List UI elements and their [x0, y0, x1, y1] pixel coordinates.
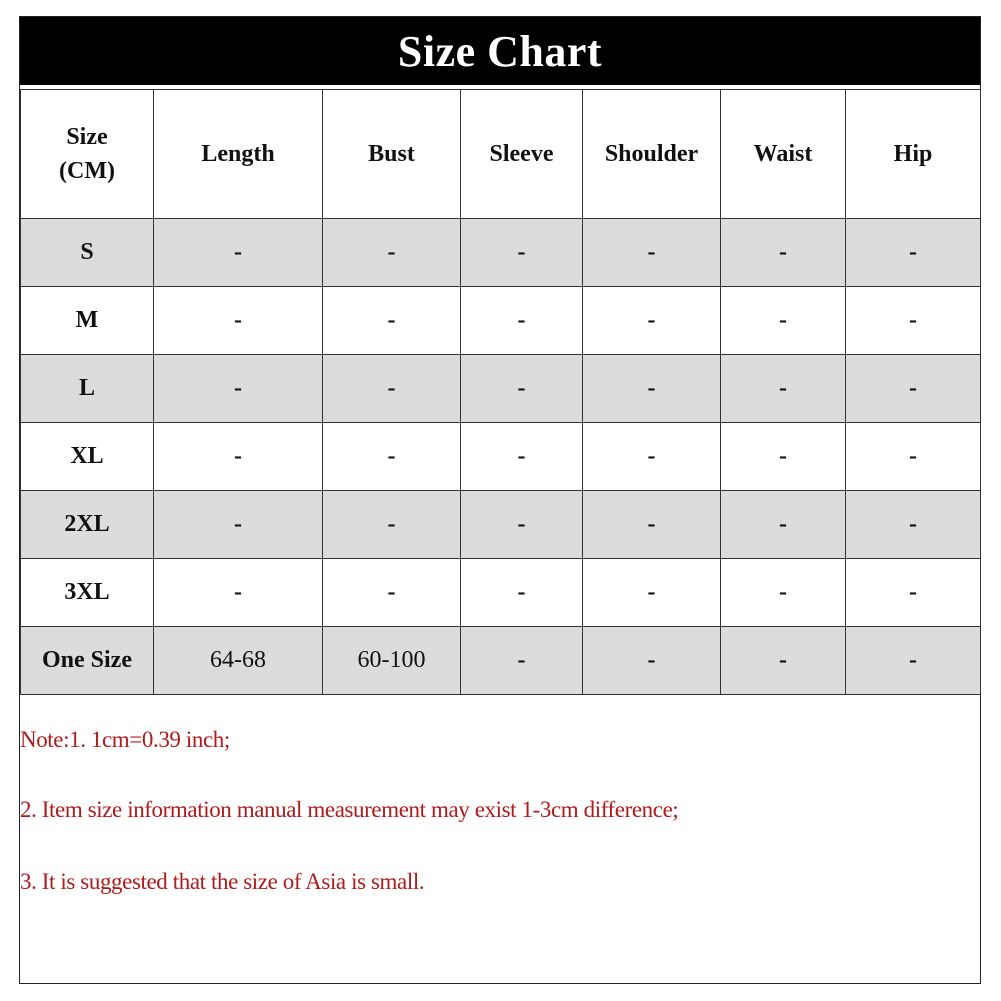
- length-cell: -: [154, 287, 323, 355]
- sleeve-cell: -: [461, 423, 583, 491]
- size-chart-frame: [19, 16, 981, 984]
- size-cell: XL: [21, 423, 154, 491]
- sleeve-cell: -: [461, 559, 583, 627]
- shoulder-cell: -: [583, 559, 721, 627]
- waist-cell: -: [721, 491, 846, 559]
- column-header-hip: Hip: [846, 90, 981, 219]
- sleeve-cell: -: [461, 287, 583, 355]
- length-cell: -: [154, 491, 323, 559]
- waist-cell: -: [721, 559, 846, 627]
- waist-cell: -: [721, 627, 846, 695]
- size-column-header: [21, 90, 154, 219]
- note-item: 2. Item size information manual measurement may exist 1-3cm difference;: [20, 797, 679, 822]
- hip-cell: -: [846, 627, 981, 695]
- hip-cell: -: [846, 355, 981, 423]
- column-header-shoulder: Shoulder: [583, 90, 721, 219]
- sleeve-cell: -: [461, 491, 583, 559]
- table-row: [21, 491, 981, 559]
- hip-cell: -: [846, 559, 981, 627]
- shoulder-cell: -: [583, 627, 721, 695]
- waist-cell: -: [721, 287, 846, 355]
- bust-cell: 60-100: [323, 627, 461, 695]
- shoulder-cell: -: [583, 355, 721, 423]
- size-cell: One Size: [21, 627, 154, 695]
- bust-cell: -: [323, 559, 461, 627]
- waist-cell: -: [721, 423, 846, 491]
- table-row: [21, 219, 981, 287]
- table-row: [21, 559, 981, 627]
- size-cell: S: [21, 219, 154, 287]
- size-cell: M: [21, 287, 154, 355]
- note-item: 3. It is suggested that the size of Asia is small.: [20, 869, 425, 894]
- size-header-label: Size: [66, 124, 108, 150]
- sleeve-cell: -: [461, 219, 583, 287]
- sleeve-cell: -: [461, 355, 583, 423]
- size-cell: L: [21, 355, 154, 423]
- note-item: Note:1. 1cm=0.39 inch;: [20, 727, 230, 752]
- table-header-row: [21, 90, 981, 219]
- length-cell: -: [154, 219, 323, 287]
- table-row: [21, 355, 981, 423]
- bust-cell: -: [323, 423, 461, 491]
- length-cell: -: [154, 559, 323, 627]
- size-header-unit: (CM): [59, 158, 115, 184]
- length-cell: -: [154, 423, 323, 491]
- column-header-waist: Waist: [721, 90, 846, 219]
- waist-cell: -: [721, 355, 846, 423]
- column-header-sleeve: Sleeve: [461, 90, 583, 219]
- bust-cell: -: [323, 355, 461, 423]
- size-cell: 2XL: [21, 491, 154, 559]
- size-cell: 3XL: [21, 559, 154, 627]
- size-chart-title: Size Chart: [20, 17, 980, 85]
- table-row: [21, 287, 981, 355]
- shoulder-cell: -: [583, 423, 721, 491]
- hip-cell: -: [846, 287, 981, 355]
- hip-cell: -: [846, 491, 981, 559]
- shoulder-cell: -: [583, 219, 721, 287]
- hip-cell: -: [846, 219, 981, 287]
- shoulder-cell: -: [583, 287, 721, 355]
- sleeve-cell: -: [461, 627, 583, 695]
- shoulder-cell: -: [583, 491, 721, 559]
- column-header-length: Length: [154, 90, 323, 219]
- bust-cell: -: [323, 491, 461, 559]
- column-header-bust: Bust: [323, 90, 461, 219]
- size-table: [20, 89, 981, 695]
- table-row: [21, 423, 981, 491]
- length-cell: 64-68: [154, 627, 323, 695]
- bust-cell: -: [323, 219, 461, 287]
- bust-cell: -: [323, 287, 461, 355]
- waist-cell: -: [721, 219, 846, 287]
- table-row: [21, 627, 981, 695]
- length-cell: -: [154, 355, 323, 423]
- hip-cell: -: [846, 423, 981, 491]
